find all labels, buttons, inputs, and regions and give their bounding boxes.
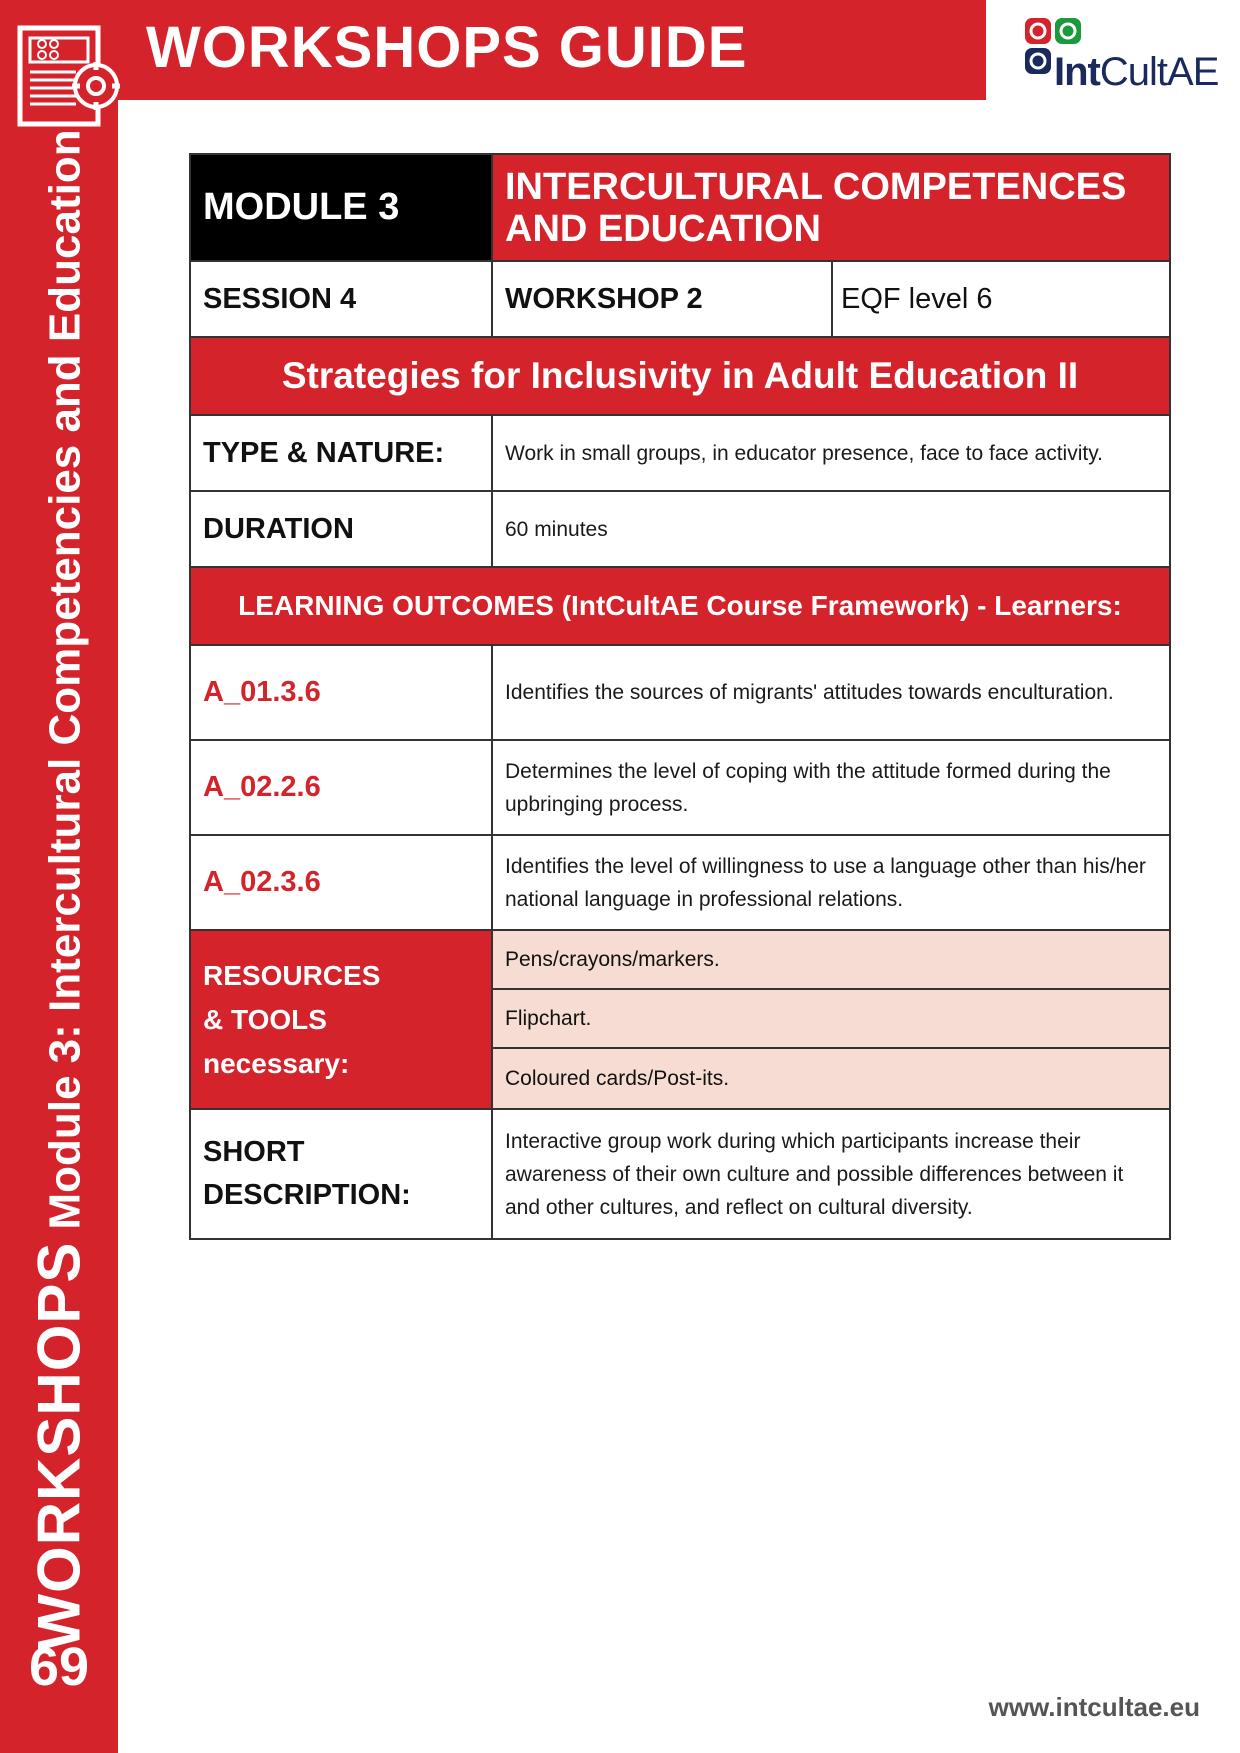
guide-gear-icon	[16, 24, 120, 128]
workshop-title-row	[191, 338, 1169, 416]
outcome-row	[191, 741, 1169, 836]
session-row	[191, 262, 1169, 338]
intcultae-logo	[1024, 16, 1219, 94]
learning-outcomes-heading: LEARNING OUTCOMES (IntCultAE Course Framework) - Learners:	[191, 568, 1169, 644]
module-title: INTERCULTURAL COMPETENCES AND EDUCATION	[493, 155, 1169, 260]
logo-wordmark-bold: Int	[1054, 50, 1100, 94]
logo-wordmark-regular: CultAE	[1099, 50, 1219, 94]
duration-row	[191, 492, 1169, 568]
short-description-value: Interactive group work during which participants increase their awareness of their own culture and possible differences between it and other cultures, and reflect on cultural diversity.	[505, 1129, 1124, 1219]
resource-item: Pens/crayons/markers.	[493, 931, 1169, 990]
session-label: SESSION 4	[191, 262, 493, 336]
module-row	[191, 155, 1169, 262]
outcome-code: A_01.3.6	[191, 646, 493, 739]
outcome-text: Determines the level of coping with the attitude formed during the upbringing process.	[505, 759, 1111, 816]
duration-value: 60 minutes	[505, 517, 608, 541]
duration-label: DURATION	[191, 492, 493, 566]
page-number: 69	[28, 1637, 90, 1697]
website-link[interactable]: www.intcultae.eu	[988, 1692, 1200, 1722]
short-description-label	[191, 1110, 493, 1238]
short-description-row	[191, 1110, 1169, 1238]
logo-wordmark	[1054, 52, 1218, 92]
sidebar-vertical-title	[25, 129, 94, 1650]
resource-item: Coloured cards/Post-its.	[493, 1049, 1169, 1108]
resource-item: Flipchart.	[493, 990, 1169, 1049]
outcome-row	[191, 646, 1169, 741]
short-description-label-line: SHORT	[203, 1136, 305, 1168]
workshop-table	[189, 153, 1171, 1240]
type-nature-label: TYPE & NATURE:	[191, 416, 493, 490]
eqf-level: EQF level 6	[841, 282, 993, 315]
learning-outcomes-heading-row	[191, 568, 1169, 646]
resources-label-line: necessary:	[203, 1047, 350, 1079]
workshop-title: Strategies for Inclusivity in Adult Education II	[191, 338, 1169, 414]
resources-row	[191, 931, 1169, 1110]
type-nature-row	[191, 416, 1169, 492]
module-label: MODULE 3	[191, 155, 493, 260]
type-nature-value: Work in small groups, in educator presence, face to face activity.	[505, 441, 1103, 465]
outcome-text: Identifies the sources of migrants' attitudes towards enculturation.	[505, 681, 1114, 704]
outcome-row	[191, 836, 1169, 931]
resources-label	[191, 931, 493, 1108]
sidebar-title-module: Module 3: Intercultural Competencies and Education	[40, 129, 90, 1230]
outcome-text: Identifies the level of willingness to use a language other than his/her national language in professional relations.	[505, 854, 1146, 911]
short-description-label-line: DESCRIPTION:	[203, 1179, 411, 1211]
outcome-code: A_02.3.6	[191, 836, 493, 929]
outcome-code: A_02.2.6	[191, 741, 493, 834]
resources-list	[493, 931, 1169, 1108]
workshop-label: WORKSHOP 2	[493, 262, 833, 336]
sidebar-title-workshops: WORKSHOPS	[25, 1241, 93, 1651]
page-title: WORKSHOPS GUIDE	[146, 15, 748, 80]
resources-label-line: RESOURCES	[203, 959, 381, 991]
resources-label-line: & TOOLS	[203, 1003, 327, 1035]
